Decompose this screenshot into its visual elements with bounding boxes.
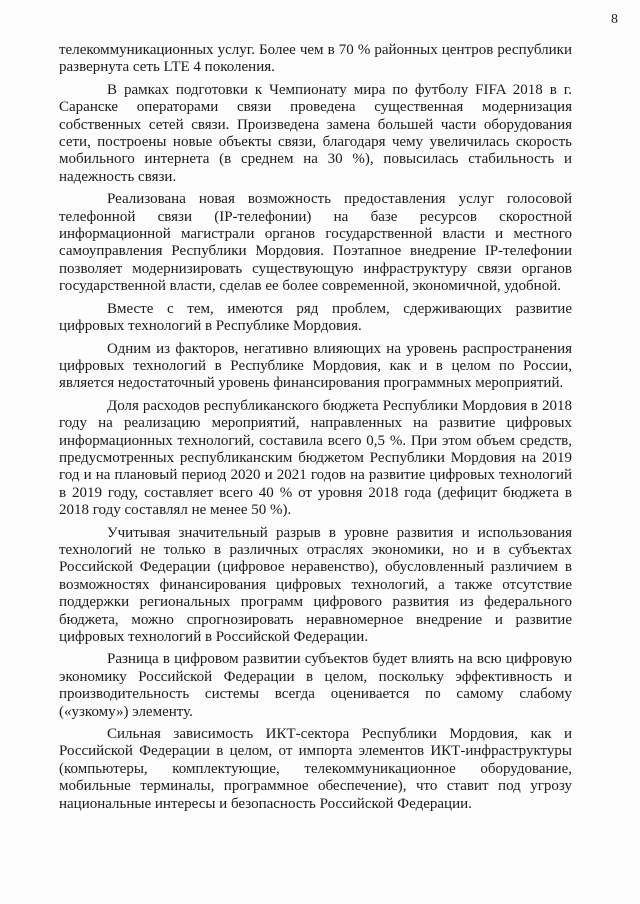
- paragraph-5: Одним из факторов, негативно влияющих на уровень распространения цифровых технологий в Республике Мордовия, как и в целом по России, является недостаточный уровень финансирования программных мероприятий.: [59, 340, 572, 392]
- paragraph-4: Вместе с тем, имеются ряд проблем, сдерживающих развитие цифровых технологий в Республике Мордовия.: [59, 300, 572, 335]
- paragraph-7: Учитывая значительный разрыв в уровне развития и использования технологий не только в различных отраслях экономики, но и в субъектах Российской Федерации (цифровое неравенство), обусловленный различием в возможностях финансирования цифровых технологий, а также отсутствие поддержки региональных программ цифрового развития из федерального бюджета, можно спрогнозировать неравномерное внедрение и развитие цифровых технологий в Российской Федерации.: [59, 524, 572, 645]
- paragraph-6: Доля расходов республиканского бюджета Республики Мордовия в 2018 году на реализацию мероприятий, направленных на развитие цифровых информационных технологий, составила всего 0,5 %. При этом объем средств, предусмотренных республиканским бюджетом Республики Мордовия на 2019 год и на плановый период 2020 и 2021 годов на развитие цифровых технологий в 2019 году, составляет всего 40 % от уровня 2018 года (дефицит бюджета в 2018 году составлял не менее 50 %).: [59, 397, 572, 519]
- paragraph-3: Реализована новая возможность предоставления услуг голосовой телефонной связи (IP-телефонии) на базе ресурсов скоростной информационной магистрали органов государственной власти и местного самоуправления Республики Мордовия. Поэтапное внедрение IP-телефонии позволяет модернизировать существующую инфраструктуру связи органов государственной власти, сделав ее более современной, экономичной, удобной.: [59, 191, 572, 295]
- document-body: [59, 42, 572, 818]
- paragraph-9: Сильная зависимость ИКТ-сектора Республики Мордовия, как и Российской Федерации в целом, от импорта элементов ИКТ-инфраструктуры (компьютеры, комплектующие, телекоммуникационное оборудование, мобильные терминалы, программное обеспечение), что ставит под угрозу национальные интересы и безопасность Российской Федерации.: [59, 726, 572, 812]
- paragraph-8: Разница в цифровом развитии субъектов будет влиять на всю цифровую экономику Российской Федерации в целом, поскольку эффективность и производительность системы всегда оценивается по самому слабому («узкому») элементу.: [59, 651, 572, 720]
- page-number: 8: [611, 12, 618, 27]
- paragraph-1: телекоммуникационных услуг. Более чем в 70 % районных центров республики развернута сеть LTE 4 поколения.: [59, 42, 572, 76]
- paragraph-2: В рамках подготовки к Чемпионату мира по футболу FIFA 2018 в г. Саранске операторами связи проведена существенная модернизация собственных сетей связи. Произведена замена большей части оборудования сети, построены новые объекты связи, благодаря чему увеличилась скорость мобильного интернета (в среднем на 30 %), повысилась стабильность и надежность связи.: [59, 81, 572, 185]
